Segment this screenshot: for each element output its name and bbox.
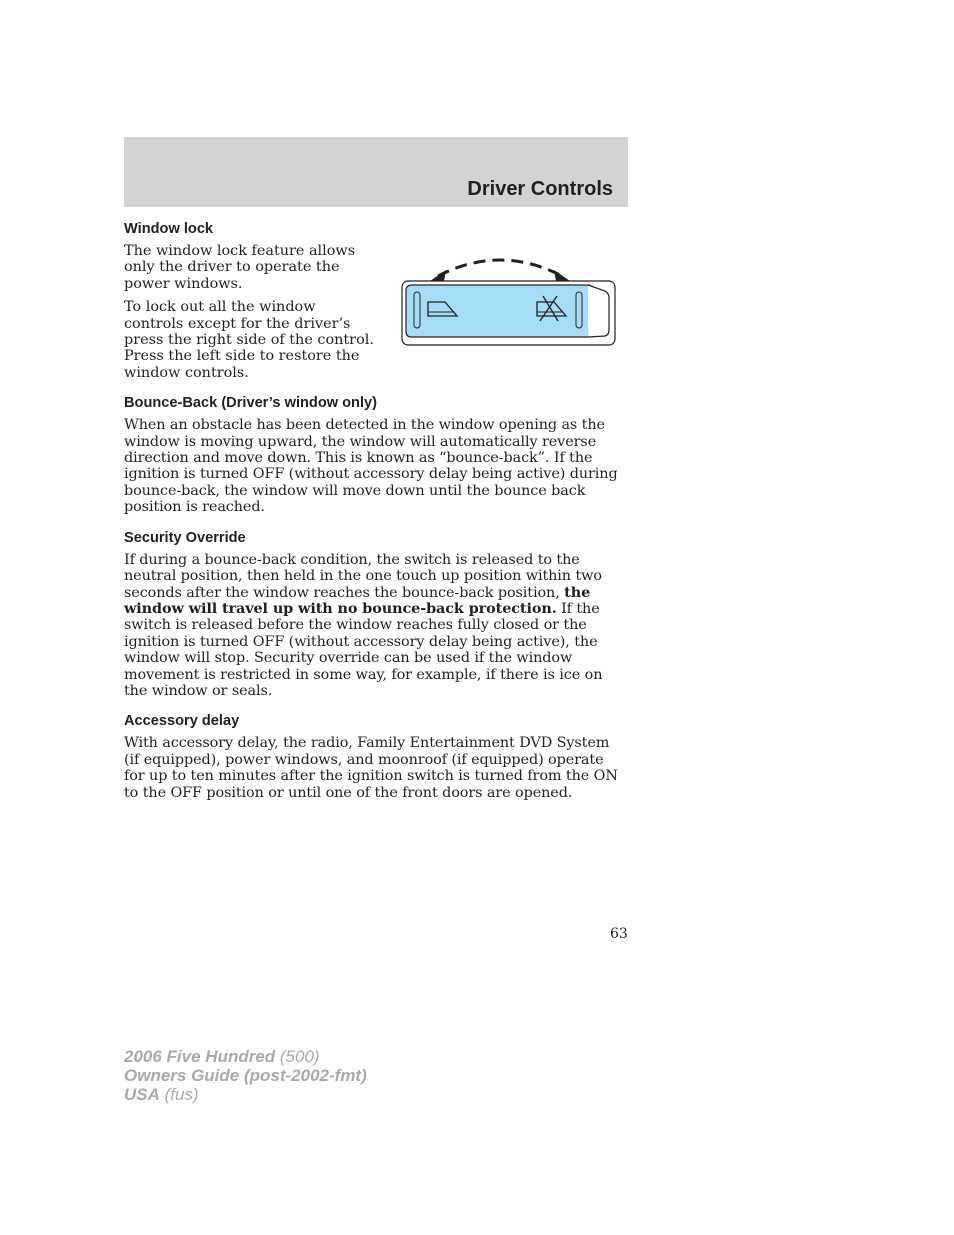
section-title: Driver Controls: [467, 178, 613, 200]
document-footer: [124, 1047, 367, 1104]
section-header-band: [124, 137, 628, 207]
footer-guide: Owners Guide (post-2002-fmt): [124, 1066, 367, 1085]
accessory-delay-heading: Accessory delay: [124, 713, 240, 730]
bounce-back-paragraph: When an obstacle has been detected in the window opening as the window is moving upward, the window will automatically reverse direction and move down. This is known as “bounce-back”. If the ignition is turned OFF (without accessory delay being active) during bounce-back, the window will move down until the bounce back position is reached.: [124, 417, 618, 516]
footer-model: 2006 Five Hundred: [124, 1047, 276, 1066]
switch-body: [406, 285, 593, 337]
footer-market-code: (fus): [159, 1085, 199, 1104]
accessory-delay-paragraph: With accessory delay, the radio, Family Entertainment DVD System (if equipped), power windows, and moonroof (if equipped) operate for up to ten minutes after the ignition switch is turned from the ON to the OFF position or until one of the front doors are opened.: [124, 735, 618, 801]
window-lock-switch-illustration: [400, 250, 620, 350]
window-lock-paragraph-1: The window lock feature allows only the driver to operate the power windows.: [124, 243, 356, 292]
rocker-arrow-icon: [438, 260, 562, 276]
right-grip: [576, 292, 582, 328]
footer-line-1: [124, 1047, 367, 1066]
accessory-delay-section: [124, 712, 628, 801]
footer-market: USA: [124, 1085, 160, 1104]
security-override-heading: Security Override: [124, 529, 246, 546]
window-lock-text: [124, 243, 379, 381]
window-lock-heading: Window lock: [124, 221, 214, 237]
page-number: 63: [610, 926, 628, 942]
security-override-paragraph: [124, 552, 628, 700]
bounce-back-section: [124, 394, 628, 515]
switch-edge: [588, 285, 609, 337]
footer-model-code: (500): [275, 1047, 320, 1066]
window-lock-switch-svg: [400, 250, 620, 350]
left-grip: [414, 292, 420, 328]
bounce-back-heading: Bounce-Back (Driver’s window only): [124, 395, 378, 412]
security-override-bold-text: the window will travel up with no bounce-back protection.: [124, 583, 591, 617]
window-lock-paragraph-2: To lock out all the window controls except for the driver’s press the right side of the control. Press the left side to restore the window controls.: [124, 299, 374, 381]
footer-line-2: [124, 1066, 367, 1085]
footer-line-3: [124, 1085, 367, 1104]
security-override-section: [124, 529, 628, 700]
security-override-text-start: If during a bounce-back condition, the switch is released to the neutral position, then held in the one touch up position within two seconds after the window reaches the bounce-back position,: [124, 551, 602, 601]
security-override-text-end: If the switch is released before the window reaches fully closed or the ignition is turned OFF (without accessory delay being active), the window will stop. Security override can be used if the window movement is restricted in some way, for example, if there is ice on the window or seals.: [124, 600, 603, 699]
